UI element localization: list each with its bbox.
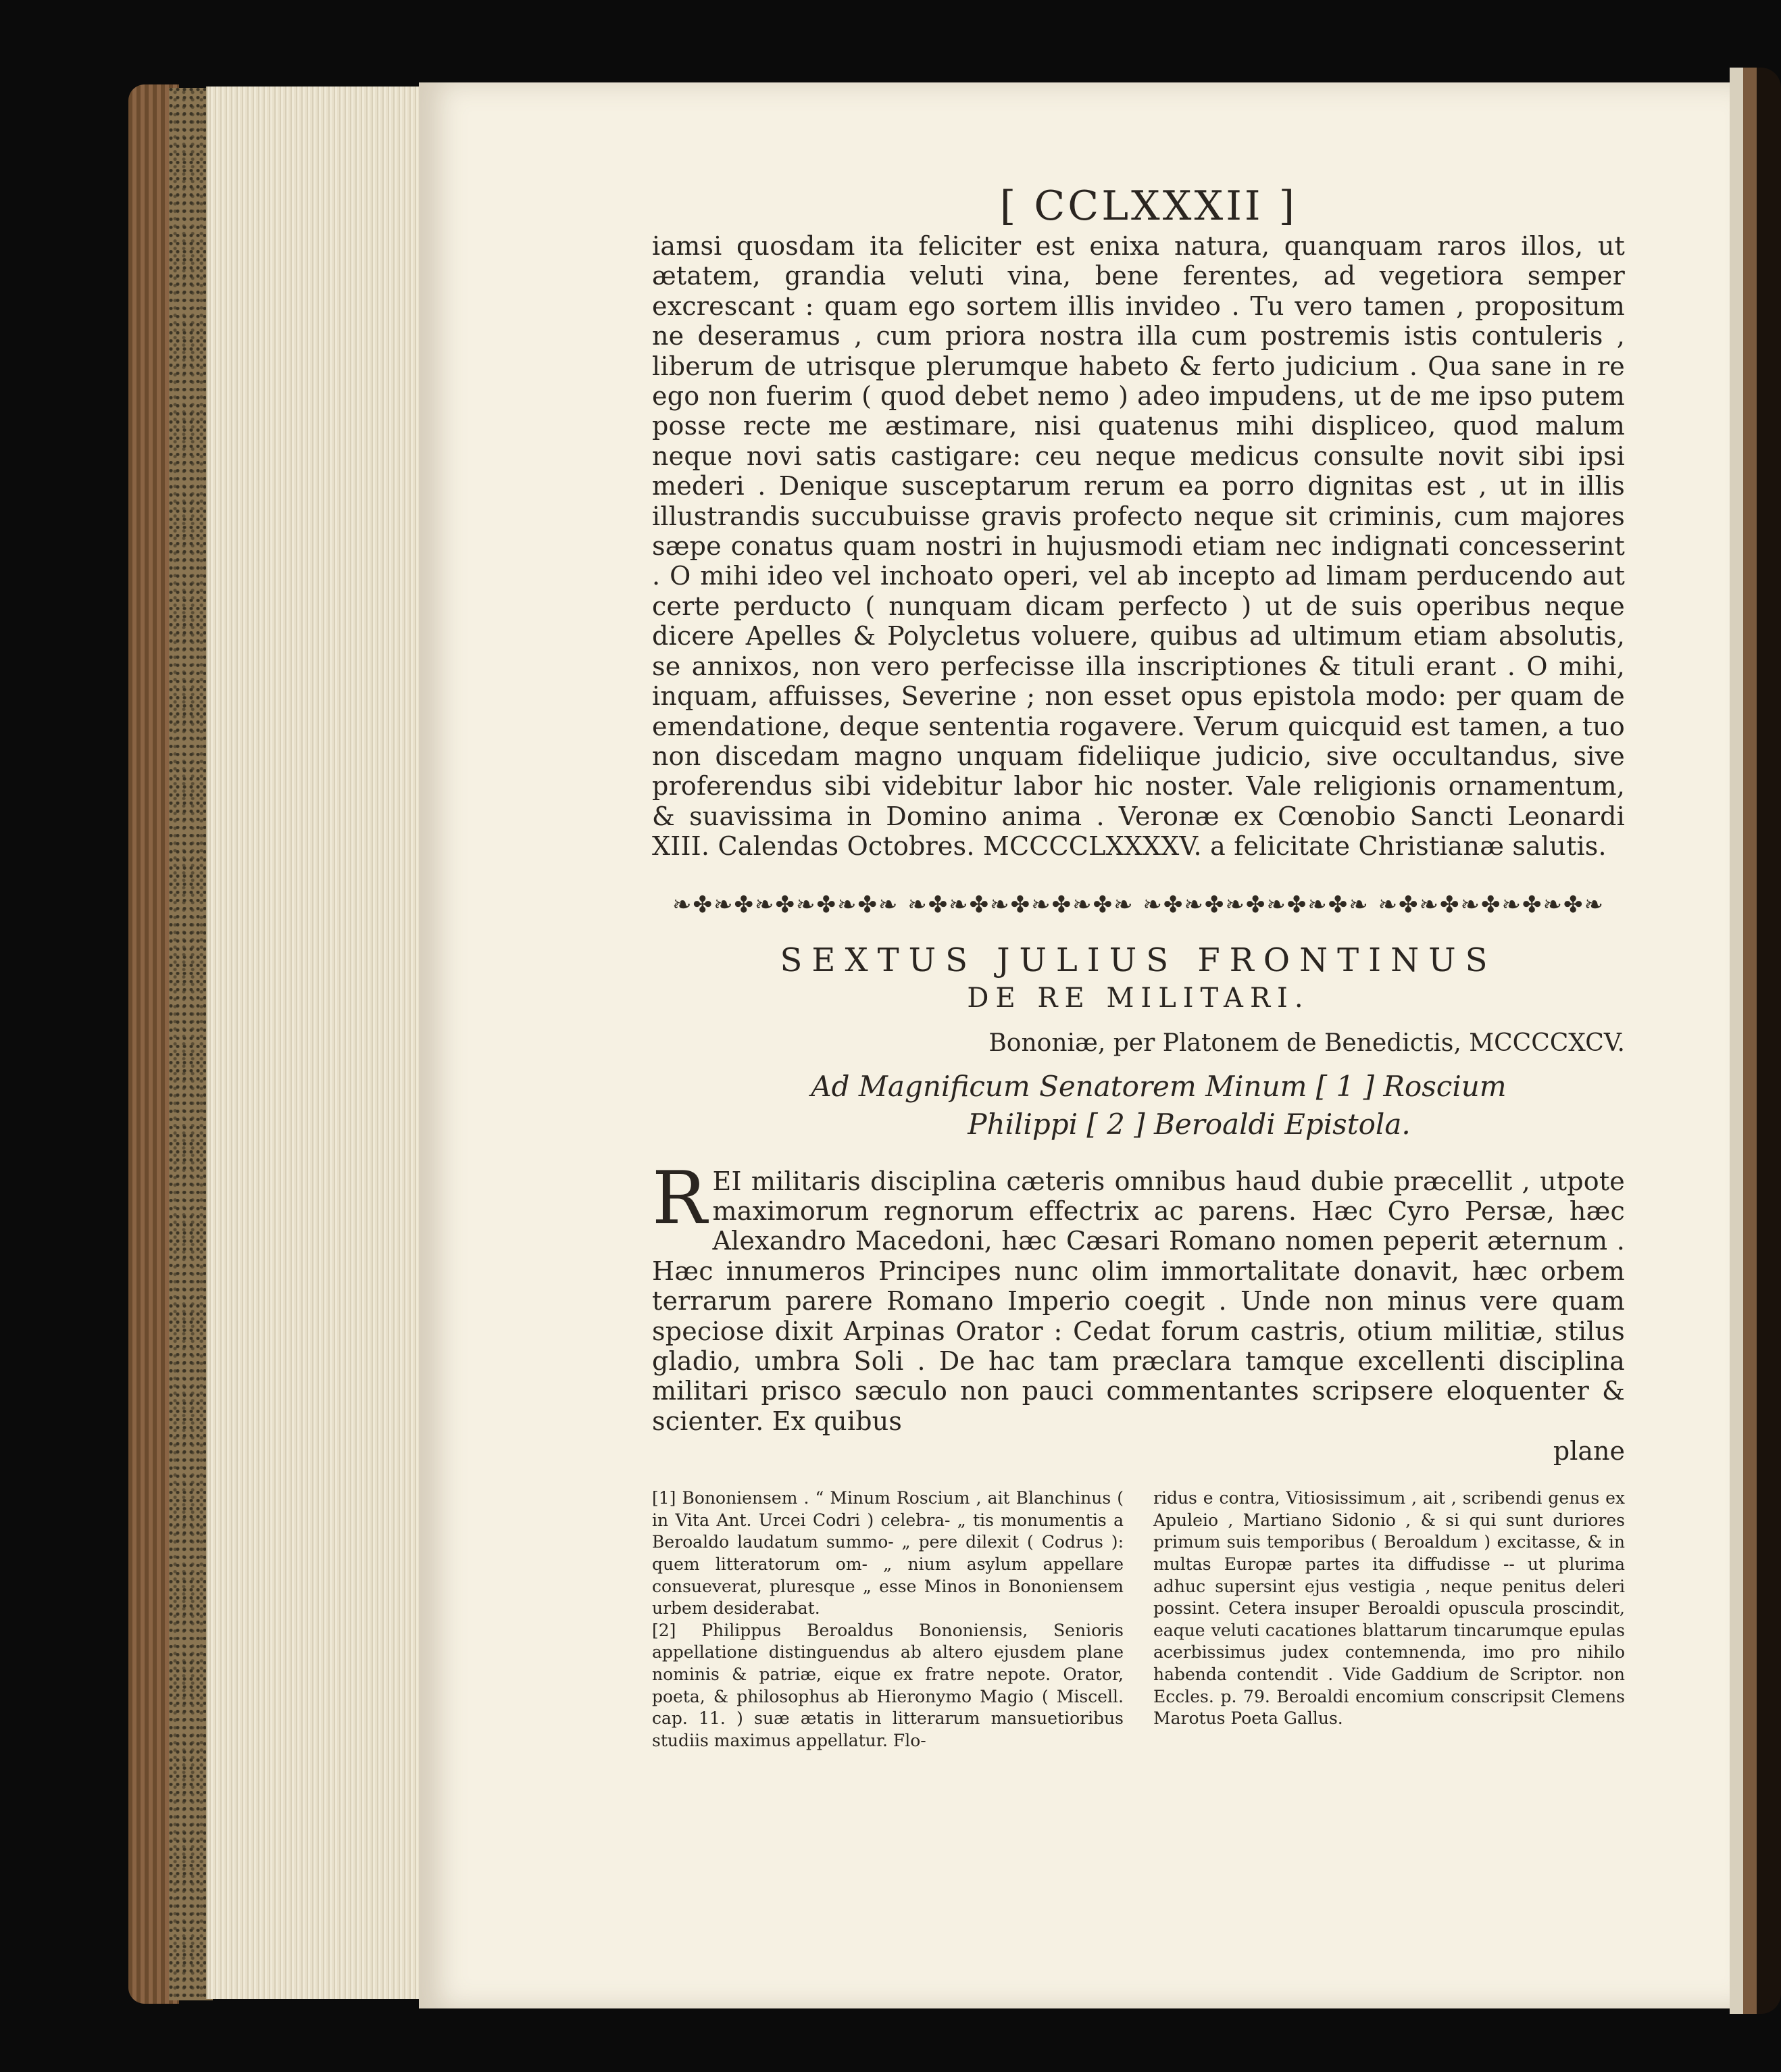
footnotes-right-column	[1153, 1487, 1625, 1752]
drop-cap: R	[652, 1156, 707, 1241]
epistle-heading	[652, 1068, 1625, 1143]
footnotes	[652, 1487, 1625, 1752]
catchword: plane	[1553, 1436, 1625, 1466]
epistle-text-body: EI militaris disciplina cæteris omnibus haud dubie præcellit , utpote maximorum regnorum effectrix ac parens. Hæc Cyro Persæ, hæc Alexandro Macedoni, hæc Cæsari Romano nomen peperit æternum . Hæc innumeros Principes nunc olim immortalitate donavit, hæc orbem terrarum parere Romano Imperio coegit . Unde non minus vere quam speciose dixit Arpinas Orator : Cedat forum castris, otium militiæ, stilus gladio, umbra Soli . De hac tam præclara tamque excellenti disciplina militari prisco sæculo non pauci commentantes scripsere eloquenter & scienter. Ex quibus	[652, 1166, 1625, 1436]
footnote-2-continued: ridus e contra, Vitiosissimum , ait , scribendi genus ex Apuleio , Martiano Sidonio , & si qui sunt duriores primum suis temporibus ( Beroaldum ) excitasse, & in multas Europæ partes ita diffudisse -- ut plurima adhuc supersint ejus vestigia , neque penitus deleri possint. Cetera insuper Beroaldi opuscula proscindit, eaque veluti cacationes blattarum tincarumque epulas acerbissimus judex contemnenda, imo pro nihilo habenda contendit . Vide Gaddium de Scriptor. non Eccles. p. 79. Beroaldi encomium conscripsit Clemens Marotus Poeta Gallus.	[1153, 1488, 1625, 1729]
epistle-text	[652, 1156, 1625, 1437]
book-edge-right	[1730, 68, 1781, 2014]
footnote-2: [2] Philippus Beroaldus Bononiensis, Senioris appellatione distinguendus ab altero ejusdem plane nominis & patriæ, eique ex fratre nepote. Orator, poeta, & philosophus ab Hieronymo Magio ( Miscell. cap. 11. ) suæ ætatis in litterarum mansuetioribus studiis maximus appellatur. Flo-	[652, 1620, 1124, 1750]
section-subtitle: DE RE MILITARI.	[967, 982, 1310, 1014]
ornamental-divider: ❧✤❧✤❧✤❧✤❧✤❧ ❧✤❧✤❧✤❧✤❧✤❧ ❧✤❧✤❧✤❧✤❧✤❧ ❧✤❧✤❧✤❧✤❧✤❧	[672, 891, 1605, 918]
page-block-edge	[206, 87, 430, 1999]
imprint-line: Bononiæ, per Platonem de Benedictis, MCCCCXCV.	[988, 1029, 1625, 1057]
letter-text: iamsi quosdam ita feliciter est enixa natura, quanquam raros illos, ut ætatem, grandia veluti vina, bene ferentes, ad vegetiora semper excrescant : quam ego sortem illis invideo . Tu vero tamen , propositum ne deseramus , cum priora nostra illa cum postremis istis contuleris , liberum de utrisque plerumque habeto & ferto judicium . Qua sane in re ego non fuerim ( quod debet nemo ) adeo impudens, ut de me ipso putem posse recte me æstimare, nisi quatenus mihi displiceo, quod malum neque novi satis castigare: ceu neque medicus consulte novit sibi ipsi mederi . Denique susceptarum rerum ea porro dignitas est , ut in illis illustrandis succubuisse gravis profecto neque sit criminis, cum majores sæpe conatus quam nostri in hujusmodi etiam nec indignati concesserint . O mihi ideo vel inchoato operi, vel ab incepto ad limam perducendo aut certe perducto ( nunquam dicam perfecto ) ut de suis operibus neque dicere Apelles & Polycletus voluere, quibus ad ultimum etiam absolutis, se annixos, non vero perfecisse illa inscriptiones & tituli erant . O mihi, inquam, affuisses, Severine ; non esset opus epistola modo: per quam de emendatione, deque sententia rogavere. Verum quicquid est tamen, a tuo non discedam magno unquam fideliique judicio, sive occultandus, sive proferendus sibi videbitur labor hic noster. Vale religionis ornamentum, & suavissima in Domino anima . Veronæ ex Cœnobio Sancti Leonardi XIII. Calendas Octobres. MCCCCLXXXXV. a felicitate Christianæ salutis.	[652, 231, 1625, 862]
footnotes-left-column	[652, 1487, 1124, 1752]
footnote-1: [1] Bononiensem . “ Minum Roscium , ait Blanchinus ( in Vita Ant. Urcei Codri ) celebra- „ tis monumentis a Beroaldo laudatum summo- „ pere dilexit ( Codrus ): quem litteratorum om- „ nium asylum appellare consueverat, pluresque „ esse Minos in Bononiensem urbem desiderabat.	[652, 1488, 1124, 1619]
epistle-heading-line-2: Philippi [ 2 ] Beroaldi Epistola.	[968, 1107, 1411, 1141]
epistle-heading-line-1: Ad Magnificum Senatorem Minum [ 1 ] Roscium	[811, 1069, 1507, 1103]
section-title: SEXTUS JULIUS FRONTINUS	[780, 941, 1497, 979]
page-content	[652, 182, 1625, 1752]
page-header: [ CCLXXXII ]	[999, 182, 1298, 230]
